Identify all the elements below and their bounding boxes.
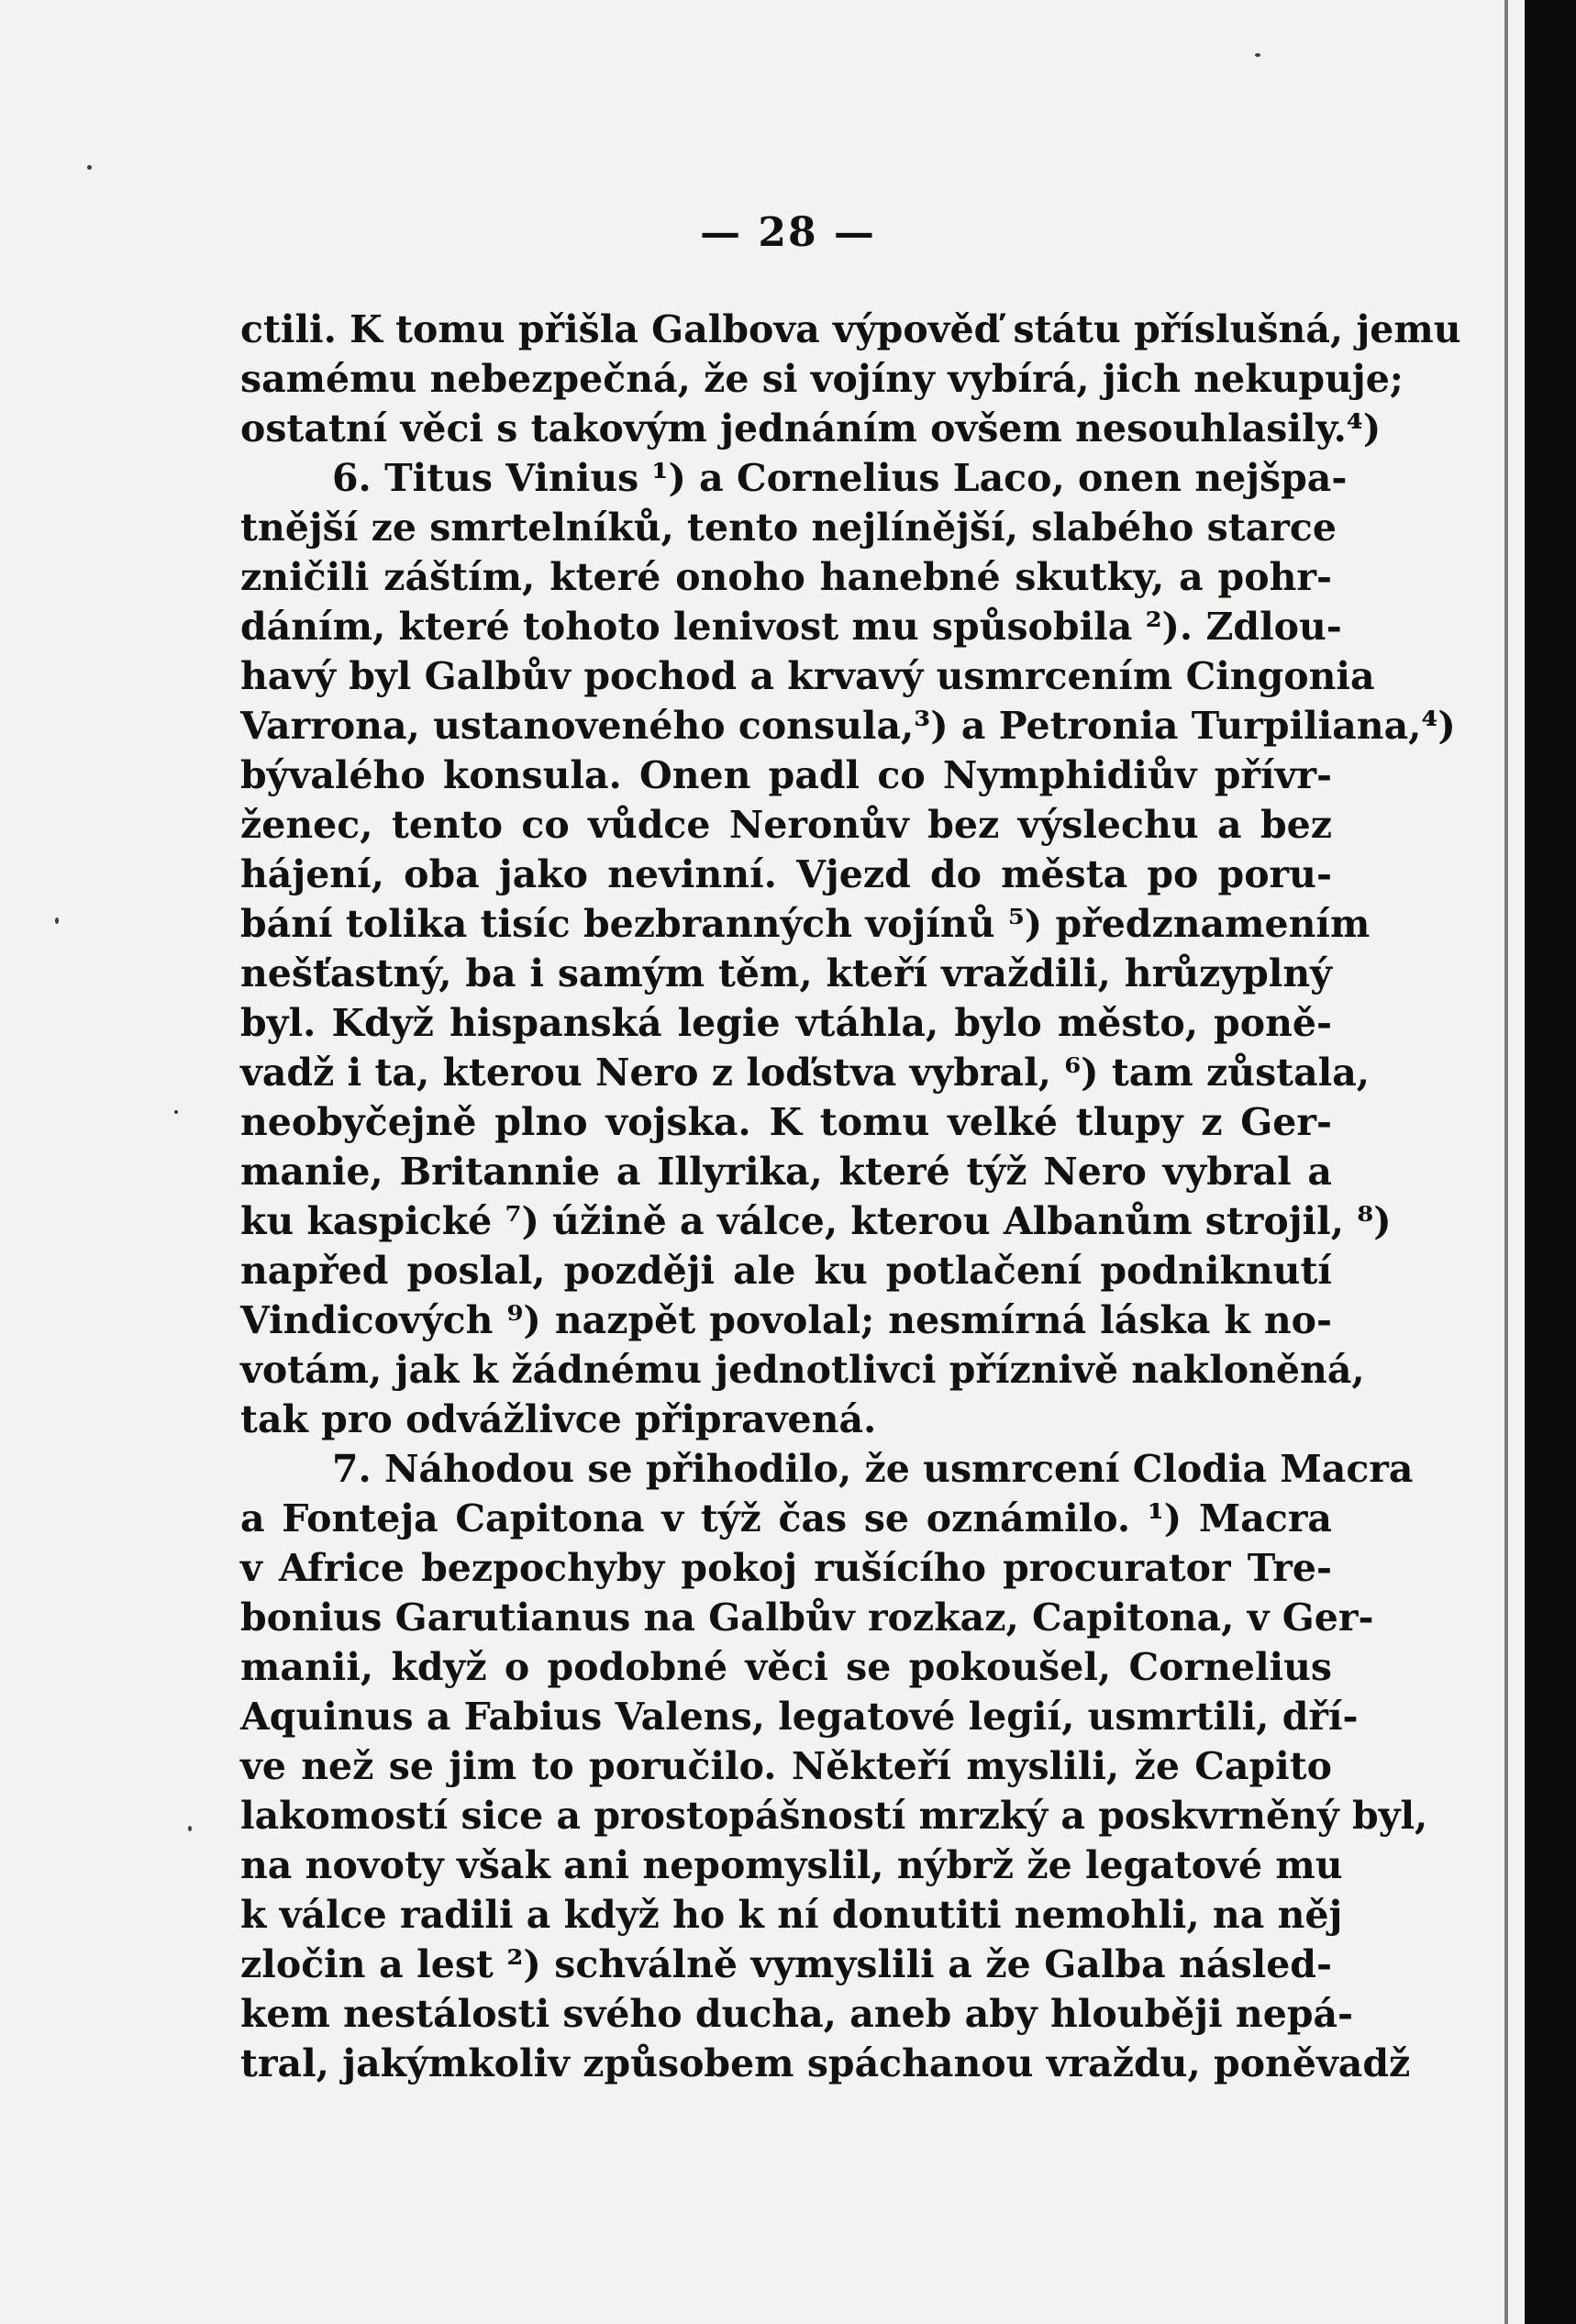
text-line: ctili. K tomu přišla Galbova výpověď státu příslušná, jemu [240,307,1461,351]
scan-gutter [1525,0,1576,2324]
text-line: votám, jak k žádnému jednotlivci příznivě nakloněná, [240,1348,1365,1392]
text-line: bání tolika tisíc bezbranných vojínů ⁵) předznamením [240,902,1371,946]
paper-speck [188,1826,192,1831]
text-line: napřed poslal, později ale ku potlačení podniknutí [240,1249,1332,1293]
text-line: Vindicových ⁹) nazpět povolal; nesmírná láska k no- [240,1298,1332,1342]
text-line: k válce radili a když ho k ní donutiti nemohli, na něj [240,1893,1343,1937]
page-number: — 28 — [700,209,876,256]
text-line: tnější ze smrtelníků, tento nejlínější, slabého starce [240,506,1337,550]
text-line: ve než se jim to poručilo. Někteří myslili, že Capito [240,1744,1332,1788]
paragraph-start-line: 7. Náhodou se přihodilo, že usmrcení Clodia Macra [332,1447,1414,1491]
text-line: havý byl Galbův pochod a krvavý usmrcením Cingonia [240,654,1375,698]
text-line: a Fonteja Capitona v týž čas se oznámilo. ¹) Macra [240,1496,1332,1540]
text-line: ostatní věci s takovým jednáním ovšem nesouhlasily.⁴) [240,406,1382,450]
text-line: bonius Garutianus na Galbův rozkaz, Capitona, v Ger- [240,1596,1374,1640]
text-line: zničili záštím, které onoho hanebné skutky, a pohr- [240,555,1332,599]
text-line: bývalého konsula. Onen padl co Nymphidiův přívr- [240,753,1332,797]
text-line: nešťastný, ba i samým těm, kteří vraždili, hrůzyplný [240,951,1332,995]
text-line: kem nestálosti svého ducha, aneb aby hlouběji nepá- [240,1992,1354,2036]
paper-speck [174,1110,178,1114]
paragraph-end-line: tak pro odvážlivce připravená. [240,1397,877,1441]
text-line: ku kaspické ⁷) úžině a válce, kterou Albanům strojil, ⁸) [240,1199,1392,1243]
text-line: vadž i ta, kterou Nero z loďstva vybral, ⁶) tam zůstala, [240,1051,1371,1095]
text-line: v Africe bezpochyby pokoj rušícího procurator Tre- [240,1546,1332,1590]
text-line: tral, jakýmkoliv způsobem spáchanou vraždu, poněvadž [240,2041,1411,2085]
text-line: byl. Když hispanská legie vtáhla, bylo město, poně- [240,1001,1332,1045]
text-line: Aquinus a Fabius Valens, legatové legií, usmrtili, dří- [240,1695,1359,1739]
text-line: lakomostí sice a prostopášností mrzký a poskvrněný byl, [240,1794,1428,1838]
text-line: zločin a lest ²) schválně vymyslili a že Galba násled- [240,1942,1332,1986]
text-line: na novoty však ani nepomyslil, nýbrž že legatové mu [240,1843,1343,1887]
text-line: hájení, oba jako nevinní. Vjezd do města po poru- [240,852,1332,896]
text-line: samému nebezpečná, že si vojíny vybírá, jich nekupuje; [240,357,1404,401]
page-edge-shadow [1504,0,1508,2324]
text-line: dáním, které tohoto lenivost mu spůsobila ²). Zdlou- [240,605,1342,649]
text-line: ženec, tento co vůdce Neronův bez výslechu a bez [240,803,1332,847]
body-text [240,305,1461,2088]
paragraph-start-line: 6. Titus Vinius ¹) a Cornelius Laco, onen nejšpa- [332,456,1348,500]
text-line: neobyčejně plno vojska. K tomu velké tlupy z Ger- [240,1100,1332,1144]
paper-speck [87,165,92,170]
paper-speck [55,917,59,924]
text-line: manii, když o podobné věci se pokoušel, Cornelius [240,1645,1332,1689]
text-line: manie, Britannie a Illyrika, které týž Nero vybral a [240,1150,1332,1194]
text-line: Varrona, ustanoveného consula,³) a Petronia Turpiliana,⁴) [240,704,1456,748]
paper-speck [1255,53,1260,57]
